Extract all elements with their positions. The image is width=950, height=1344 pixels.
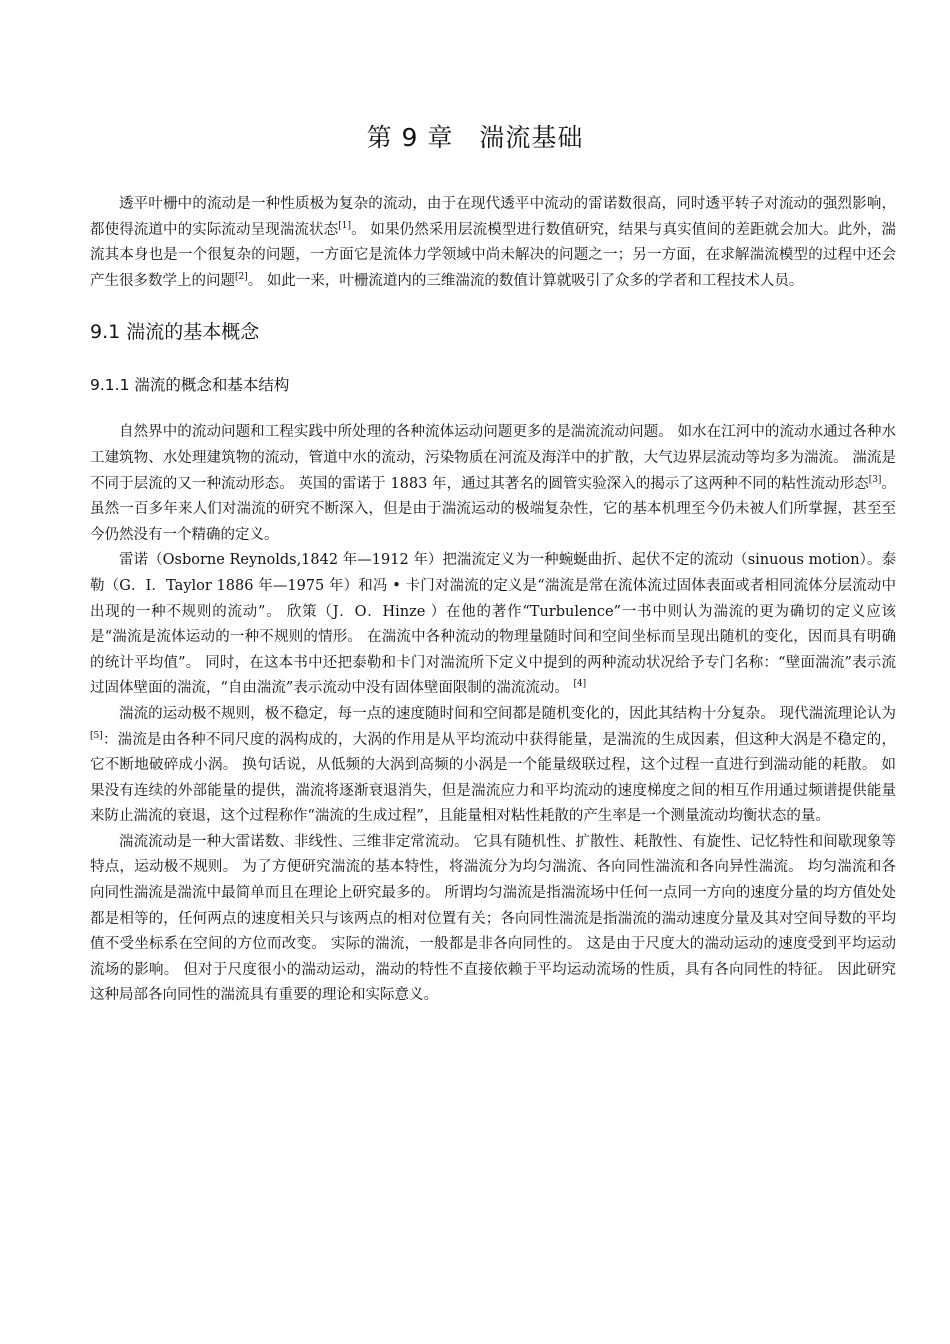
citation-3: [3]	[868, 474, 882, 485]
paragraph-1-text-1: 自然界中的流动问题和工程实践中所处理的各种流体运动问题更多的是湍流流动问题。 如水在江河中的流动水通过各种水工建筑物、水处理建筑物的流动，管道中水的流动，污染物质在河流及海洋中的扩散，大气边界层流动等均多为湍流。 湍流是不同于层流的又一种流动形态。 英国的雷诺于 1883 年，通过其著名的圆管实验深入的揭示了这两种不同的粘性流动形态	[90, 424, 896, 492]
paragraph-1	[90, 420, 896, 548]
chapter-title: 第 9 章 湍流基础	[366, 123, 584, 152]
intro-text-3: 。 如此一来，叶栅流道内的三维湍流的数值计算就吸引了众多的学者和工程技术人员。	[247, 272, 804, 289]
subsection-heading: 9.1.1 湍流的概念和基本结构	[90, 376, 290, 395]
citation-2: [2]	[235, 271, 248, 282]
paragraph-1-text-2: 。 虽然一百多年来人们对湍流的研究不断深入，但是由于湍流运动的极端复杂性，它的基本机理至今仍未被人们所掌握，甚至至今仍然没有一个精确的定义。	[90, 475, 896, 543]
section-heading: 9.1 湍流的基本概念	[90, 321, 260, 344]
document-body	[90, 192, 896, 1009]
paragraph-2	[90, 548, 896, 702]
intro-text-2: 。 如果仍然采用层流模型进行数值研究，结果与真实值间的差距就会加大。此外，湍流其本身也是一个很复杂的问题，一方面它是流体力学领域中尚未解决的问题之一；另一方面，在求解湍流模型的过程中还会产生很多数学上的问题	[90, 221, 897, 289]
paragraph-2-text: 雷诺（Osborne Reynolds,1842 年—1912 年）把湍流定义为一种蜿蜒曲折、起伏不定的流动（sinuous motion）。泰勒（G．I．Taylor 1886 年—1975 年）和冯 • 卡门对湍流的定义是“湍流是常在流体流过固体表面或者相同流体分层流动中出现的一种不规则的流动”。 欣策（J．O．Hinze ）在他的著作“Turbulence”一书中则认为湍流的更为确切的定义应该是“湍流是流体运动的一种不规则的情形。 在湍流中各种流动的物理量随时间和空间坐标而呈现出随机的变化，因而具有明确的统计平均值”。 同时，在这本书中还把泰勒和卡门对湍流所下定义中提到的两种流动状况给予专门名称：“壁面湍流”表示流过固体壁面的湍流，“自由湍流”表示流动中没有固体壁面限制的湍流流动。	[90, 552, 896, 697]
paragraph-4: 湍流流动是一种大雷诺数、非线性、三维非定常流动。 它具有随机性、扩散性、耗散性、有旋性、记忆特性和间歇现象等特点，运动极不规则。 为了方便研究湍流的基本特性，将湍流分为均匀湍流、各向同性湍流和各向异性湍流。 均匀湍流和各向同性湍流是湍流中最简单而且在理论上研究最多的。 所谓均匀湍流是指湍流场中任何一点同一方向的速度分量的均方值处处都是相等的，任何两点的速度相关只与该两点的相对位置有关；各向同性湍流是指湍流的湍动速度分量及其对空间导数的平均值不受坐标系在空间的方位而改变。 实际的湍流，一般都是非各向同性的。 这是由于尺度大的湍动运动的速度受到平均运动流场的影响。 但对于尺度很小的湍动运动，湍动的特性不直接依赖于平均运动流场的性质，具有各向同性的特征。 因此研究这种局部各向同性的湍流具有重要的理论和实际意义。	[90, 833, 896, 1004]
intro-text-1: 透平叶栅中的流动是一种性质极为复杂的流动，由于在现代透平中流动的雷诺数很高，同时透平转子对流动的强烈影响，都使得流道中的实际流动呈现湍流状态	[90, 196, 896, 238]
paragraph-3-text-2: ：湍流是由各种不同尺度的涡构成的，大涡的作用是从平均流动中获得能量，是湍流的生成因素，但这种大涡是不稳定的，它不断地破碎成小涡。 换句话说，从低频的大涡到高频的小涡是一个能量级联过程，这个过程一直进行到湍动能的耗散。 如果没有连续的外部能量的提供，湍流将逐渐衰退消失，但是湍流应力和平均流动的速度梯度之间的相互作用通过频谱提供能量来防止湍流的衰退，这个过程称作“湍流的生成过程”，且能量相对粘性耗散的产生率是一个测量流动均衡状态的量。	[90, 731, 896, 825]
paragraph-3	[90, 702, 896, 830]
citation-4: [4]	[573, 679, 587, 690]
citation-1: [1]	[338, 220, 351, 231]
intro-paragraph	[90, 192, 896, 294]
citation-5: [5]	[90, 730, 103, 741]
paragraph-3-text-1: 湍流的运动极不规则，极不稳定，每一点的速度随时间和空间都是随机变化的，因此其结构十分复杂。 现代湍流理论认为	[119, 705, 896, 722]
